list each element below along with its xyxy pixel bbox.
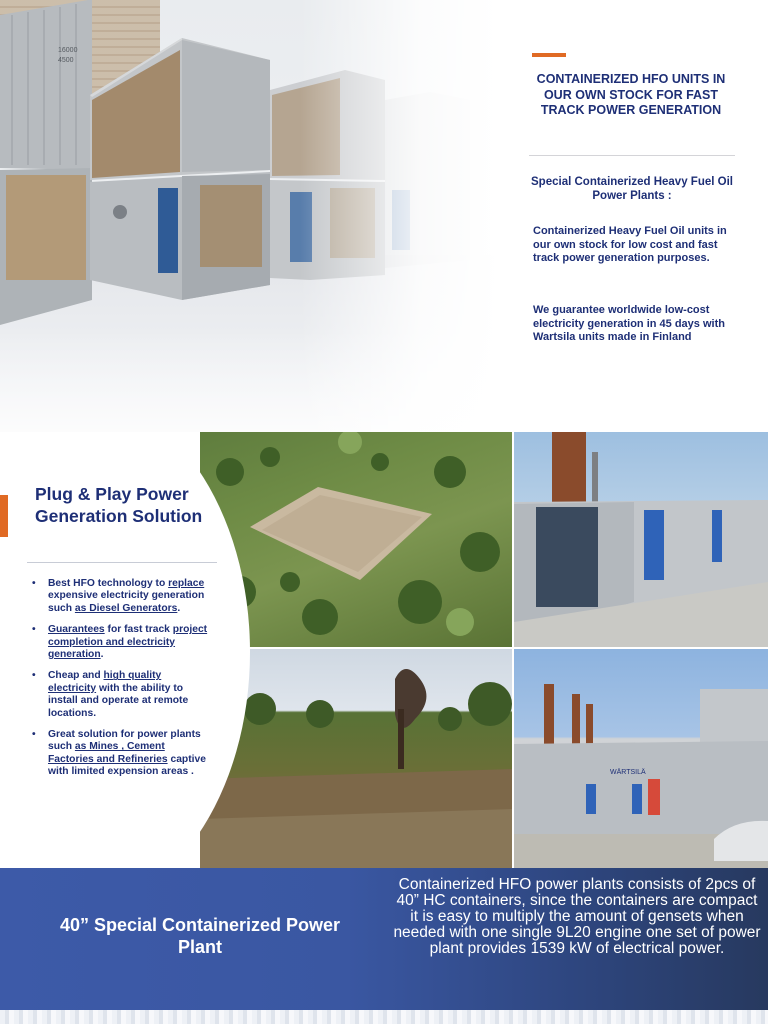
container-stack-1 [0,0,92,325]
top-heading: CONTAINERIZED HFO UNITS IN OUR OWN STOCK FOR FAST TRACK POWER GENERATION [536,72,726,117]
container-installation-photo-2 [514,649,768,868]
intro-paragraph: Containerized Heavy Fuel Oil units in our own stock for low cost and fast track power generation purposes. [533,225,727,264]
top-section [0,0,768,432]
power-plant-heading: 40” Special Containerized Power Plant [59,915,341,957]
list-item: • Great solution for power plants such as Mines , Cement Factories and Refineries captive with limited expension areas . [32,729,212,779]
orange-accent-bar [532,53,566,57]
container-id-label: 16000 [58,47,78,54]
orange-side-accent [0,495,8,537]
plug-and-play-heading: Plug & Play Power Generation Solution [35,484,203,526]
torn-paper-edge [0,1010,768,1024]
divider [27,562,217,563]
containers-photo [0,0,500,432]
middle-section [0,432,768,868]
power-plant-description: Containerized HFO power plants consists of 2pcs of 40” HC containers, since the containers are compact it is easy to multiply the amount of gensets when needed with one single 9L20 engine one set of power plant provides 1539 kW of electrical power. [393,876,761,957]
list-item: • Best HFO technology to replace expensive electricity generation such as Diesel Generators. [32,578,212,615]
container-brand-label: WÄRTSILÄ [610,769,646,776]
container-installation-photo-1 [514,432,768,647]
list-item: • Guarantees for fast track project completion and electricity generation. [32,624,212,661]
guarantee-paragraph: We guarantee worldwide low-cost electricity generation in 45 days with Wartsila units made in Finland [533,304,725,343]
list-item: • Cheap and high quality electricity with the ability to install and operate at remote locations. [32,670,212,720]
top-subheading: Special Containerized Heavy Fuel Oil Power Plants : [531,176,733,202]
bottom-banner [0,868,768,1024]
divider [529,155,735,156]
container-weight-label: 4500 [58,57,74,64]
benefits-list [32,578,212,788]
container-stack-2 [90,38,270,300]
